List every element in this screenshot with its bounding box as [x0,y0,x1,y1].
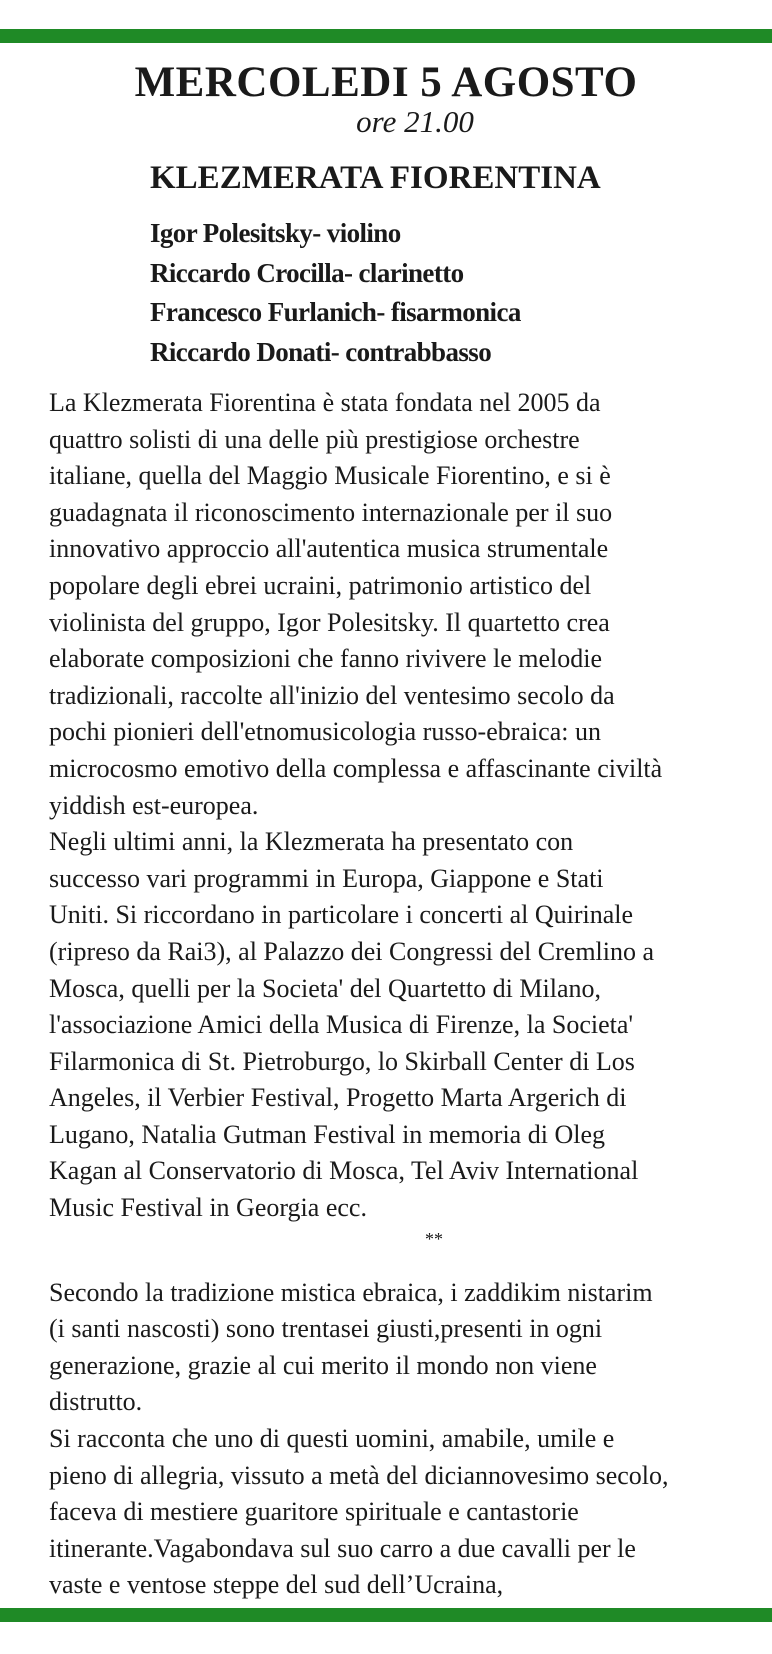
text-line: successo vari programmi in Europa, Giappone e Stati [49,863,604,893]
text-line: yiddish est-europea. [49,790,259,820]
text-line: Kagan al Conservatorio di Mosca, Tel Aviv International [49,1156,639,1186]
text-line: Negli ultimi anni, la Klezmerata ha presentato con [49,827,574,857]
paragraph-history [49,385,739,824]
paragraph-story [49,1421,739,1604]
text-line: Angeles, il Verbier Festival, Progetto Marta Argerich di [49,1083,627,1113]
members-list [150,214,521,372]
text-line: Secondo la tradizione mistica ebraica, i zaddikim nistarim [49,1277,653,1307]
event-date: MERCOLEDI 5 AGOSTO [134,59,638,106]
text-line: Si racconta che uno di questi uomini, amabile, umile e [49,1424,615,1454]
text-line: italiane, quella del Maggio Musicale Fiorentino, e si è [49,461,611,491]
text-line: Mosca, quelli per la Societa' del Quartetto di Milano, [49,973,601,1003]
paragraph-zaddikim [49,1275,739,1421]
paragraph-concerts [49,824,739,1227]
text-line: Filarmonica di St. Pietroburgo, lo Skirball Center di Los [49,1046,635,1076]
section-separator: ** [425,1228,443,1249]
text-line: elaborate composizioni che fanno rivivere le melodie [49,644,602,674]
article-body [49,385,739,1604]
member-clarinet: Riccardo Crocilla- clarinetto [150,257,464,288]
bottom-green-rule [0,1608,772,1622]
text-line: tradizionali, raccolte all'inizio del ventesimo secolo da [49,680,615,710]
text-line: Uniti. Si riccordano in particolare i concerti al Quirinale [49,900,634,930]
event-time: ore 21.00 [356,104,474,139]
text-line: l'associazione Amici della Musica di Firenze, la Societa' [49,1010,634,1040]
top-green-rule [0,29,772,43]
text-line: itinerante.Vagabondava sul suo carro a due cavalli per le [49,1533,636,1563]
text-line: innovativo approccio all'autentica musica strumentale [49,534,609,564]
text-line: pieno di allegria, vissuto a metà del diciannovesimo secolo, [49,1460,669,1490]
ensemble-title: KLEZMERATA FIORENTINA [150,160,601,196]
text-line: distrutto. [49,1387,143,1417]
text-line: vaste e ventose steppe del sud dell’Ucraina, [49,1570,504,1600]
member-double-bass: Riccardo Donati- contrabbasso [150,336,492,367]
member-accordion: Francesco Furlanich- fisarmonica [150,297,521,327]
text-line: microcosmo emotivo della complessa e affascinante civiltà [49,753,663,783]
text-line: popolare degli ebrei ucraini, patrimonio artistico del [49,570,592,600]
text-line: faceva di mestiere guaritore spirituale e cantastorie [49,1497,579,1527]
text-line: (i santi nascosti) sono trentasei giusti,presenti in ogni [49,1314,603,1344]
text-line: generazione, grazie al cui merito il mondo non viene [49,1350,597,1380]
text-line: (ripreso da Rai3), al Palazzo dei Congressi del Cremlino a [49,936,655,966]
text-line: guadagnata il riconoscimento internazionale per il suo [49,497,613,527]
text-line: pochi pionieri dell'etnomusicologia russo-ebraica: un [49,717,601,747]
text-line: quattro solisti di una delle più prestigiose orchestre [49,424,580,454]
text-line: violinista del gruppo, Igor Polesitsky. Il quartetto crea [49,607,610,637]
text-line: Music Festival in Georgia ecc. [49,1193,367,1223]
member-violin: Igor Polesitsky- violino [150,218,401,248]
text-line: La Klezmerata Fiorentina è stata fondata nel 2005 da [49,388,601,417]
text-line: Lugano, Natalia Gutman Festival in memoria di Oleg [49,1119,605,1149]
